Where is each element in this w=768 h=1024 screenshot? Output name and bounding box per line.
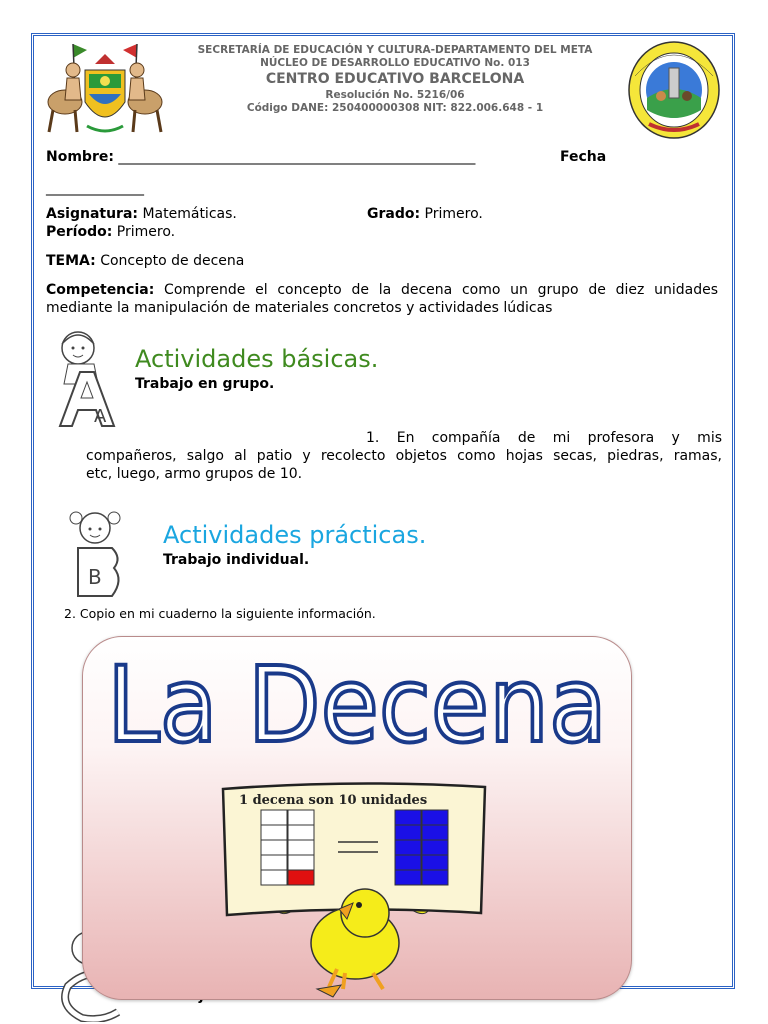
units-grid-right bbox=[395, 810, 448, 885]
item-1-line-1: 1. En compañía de mi profesora y mis bbox=[366, 430, 723, 446]
header-ministry: SECRETARÍA DE EDUCACIÓN Y CULTURA-DEPARTAMENTO DEL META bbox=[197, 44, 593, 56]
date-label: Fecha bbox=[560, 149, 607, 165]
date-line[interactable]: ______________ bbox=[46, 180, 144, 196]
period-value: Primero. bbox=[116, 224, 176, 240]
competence-paragraph bbox=[46, 281, 718, 317]
section-a-subtitle: Trabajo en grupo. bbox=[135, 376, 275, 392]
grade-row bbox=[367, 206, 483, 222]
letter-a-kid-icon bbox=[54, 326, 120, 430]
sign-text: 1 decena son 10 unidades bbox=[239, 793, 428, 808]
section-b-subtitle: Trabajo individual. bbox=[163, 552, 310, 568]
item-2: 2. Copio en mi cuaderno la siguiente información. bbox=[64, 606, 376, 621]
subject-row bbox=[46, 206, 237, 222]
header-dane: Código DANE: 250400000308 NIT: 822.006.648 - 1 bbox=[246, 102, 544, 114]
item-1-line-3: etc, luego, armo grupos de 10. bbox=[86, 466, 303, 482]
section-b-title: Actividades prácticas. bbox=[163, 521, 427, 549]
letter-b-kid-icon bbox=[66, 508, 126, 600]
la-decena-poster bbox=[82, 636, 632, 1000]
grade-value: Primero. bbox=[424, 206, 483, 222]
header-nucleo: NÚCLEO DE DESARROLLO EDUCATIVO No. 013 bbox=[260, 57, 530, 69]
section-a-title: Actividades básicas. bbox=[135, 345, 379, 373]
subject-value: Matemáticas. bbox=[142, 206, 237, 222]
topic-value: Concepto de decena bbox=[100, 253, 245, 269]
svg-text:A: A bbox=[94, 406, 107, 427]
period-label: Período: bbox=[46, 224, 113, 240]
name-label: Nombre: bbox=[46, 149, 114, 165]
competence-label: Competencia: bbox=[46, 282, 155, 298]
item-1-number: 1. bbox=[366, 430, 380, 446]
item-1-line-2: compañeros, salgo al patio y recolecto objetos como hojas secas, piedras, ramas, bbox=[86, 448, 722, 464]
name-row bbox=[46, 149, 475, 165]
subject-label: Asignatura: bbox=[46, 206, 139, 222]
name-line[interactable]: ___________________________________________________ bbox=[118, 149, 476, 165]
school-seal-logo bbox=[627, 40, 721, 140]
poster-title: La Decena bbox=[107, 644, 607, 766]
topic-row bbox=[46, 253, 244, 269]
tens-grid-left bbox=[261, 810, 314, 885]
period-row bbox=[46, 224, 175, 240]
coat-of-arms-logo bbox=[43, 40, 167, 140]
topic-label: TEMA: bbox=[46, 253, 96, 269]
grade-label: Grado: bbox=[367, 206, 421, 222]
svg-text:B: B bbox=[88, 565, 102, 589]
competence-value: Comprende el concepto de la decena como un grupo de diez unidades mediante la manipulación de materiales concretos y actividades lúdicas bbox=[46, 282, 718, 316]
header-resolution: Resolución No. 5216/06 bbox=[325, 89, 465, 101]
header-school-name: CENTRO EDUCATIVO BARCELONA bbox=[265, 71, 525, 87]
